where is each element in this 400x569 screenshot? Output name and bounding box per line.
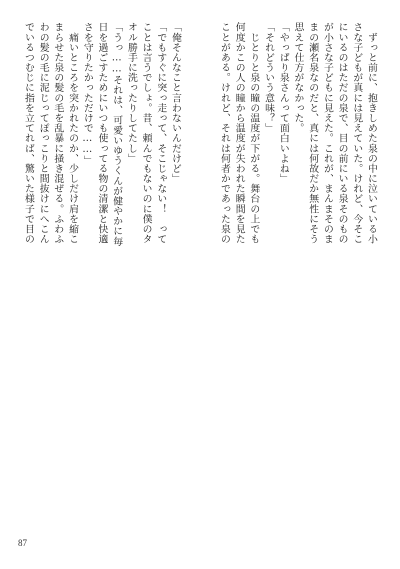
text-line: さな子どもが真には見えていた。けれど、今そこ bbox=[351, 22, 363, 244]
text-line: オル勝手に洗ったりしてたし」 bbox=[125, 22, 137, 164]
text-line: にいるのはただの泉で、目の前にいる泉そのもの bbox=[336, 22, 348, 244]
text-line: 思えて仕方がなかった。 bbox=[292, 22, 304, 133]
text-line: 痛いところを突かれたのか、少しだけ肩を縮こ bbox=[67, 22, 79, 244]
text-line: でいるつむじに指を立てれば、驚いた様子で目の bbox=[22, 22, 34, 244]
text-line: 「それどういう意味？」 bbox=[263, 22, 275, 133]
text-line: 日を過ごすためにいつも使ってる物の清潔と快適 bbox=[96, 22, 108, 244]
text-line: まの瀬名泉なのだと、真には何故だか無性にそう bbox=[307, 22, 319, 244]
lower-text-block bbox=[216, 22, 378, 499]
text-line: 何度かこの人の瞳から温度が失われた瞬間を見た bbox=[233, 22, 245, 244]
text-line: わの髪の毛に泥じってぽっこりと間抜けにへこん bbox=[37, 22, 49, 244]
text-line: じとりと泉の瞳の温度が下がる。舞台の上でも bbox=[248, 22, 260, 244]
text-line: が小さな子どもに見えた。これが、まんまそのま bbox=[321, 22, 333, 244]
text-line: ことがある。けれど、それは何者かであった泉の bbox=[218, 22, 230, 244]
text-line: ずっと前に、抱きしめた泉の中に泣いている小 bbox=[366, 22, 377, 244]
page-number: 87 bbox=[18, 538, 27, 548]
text-line: 「でもすぐに突っ走って、そこじゃない！ って bbox=[155, 22, 167, 244]
text-line: まらせた泉の髪の毛を乱暴に掻き混ぜる。ふわふ bbox=[52, 22, 64, 244]
text-line: ことは言うでしょ。昔、頼んでもないのに僕のタ bbox=[140, 22, 152, 244]
text-line: 「俺そんなこと言わないんだけど」 bbox=[170, 22, 181, 184]
text-line: 「うっ……それは、可愛いゆうくんが健やかに毎 bbox=[111, 22, 123, 247]
upper-text-block bbox=[20, 22, 182, 499]
text-line: 「やっぱり泉さんって面白いよね」 bbox=[277, 22, 289, 184]
text-line: さを守りたかっただけで……」 bbox=[81, 22, 93, 166]
